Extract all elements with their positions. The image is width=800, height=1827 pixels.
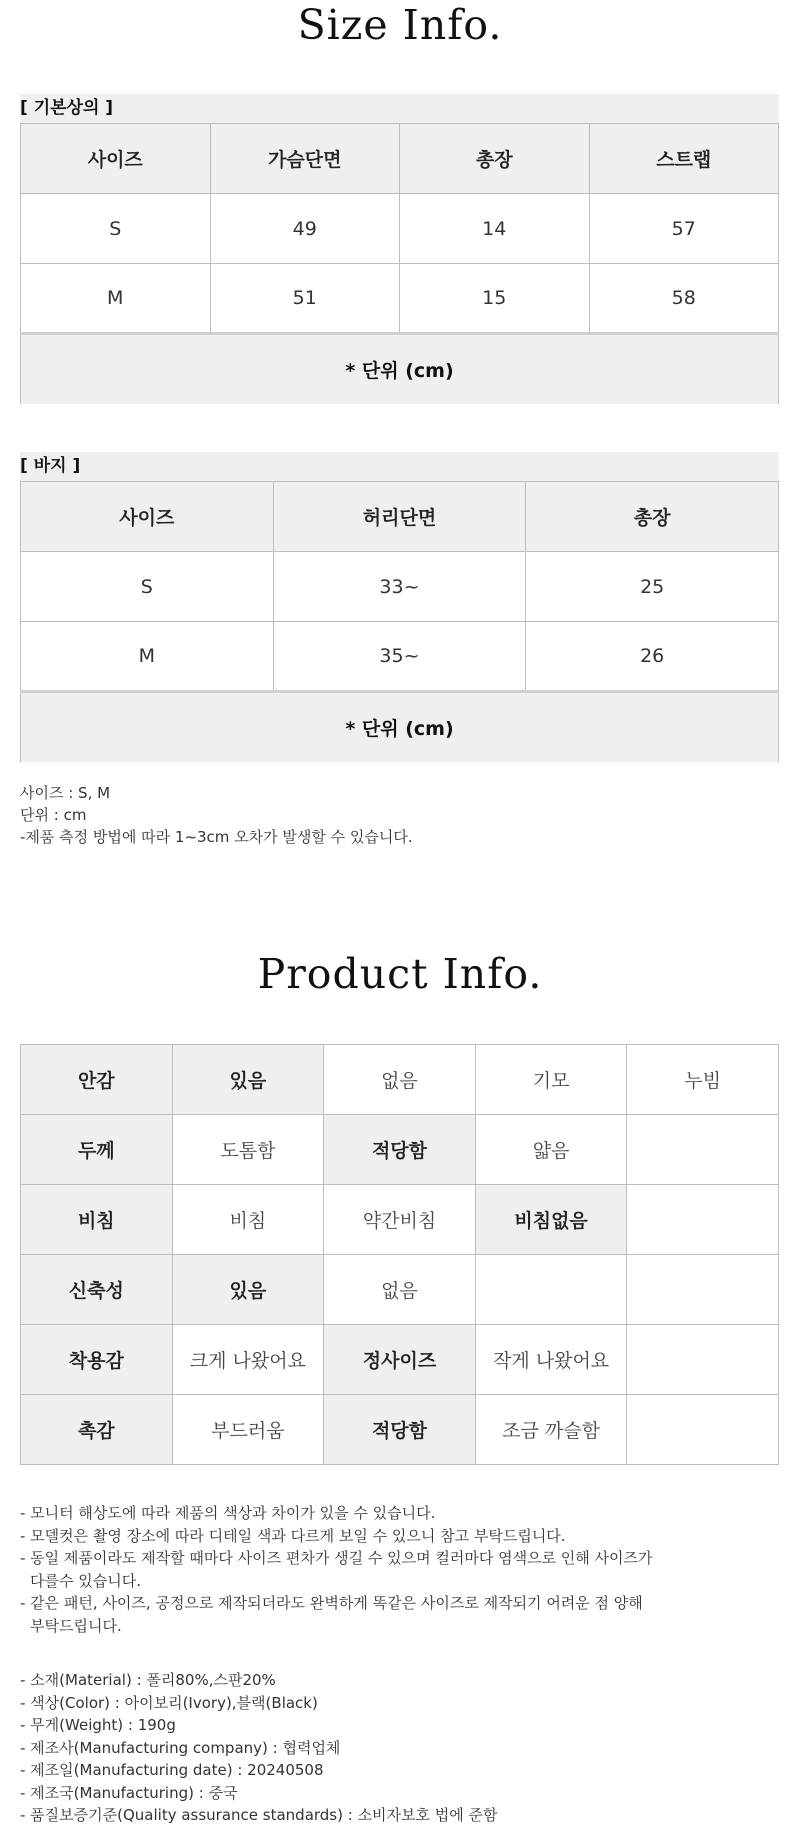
- pants-size-table: [20, 481, 779, 762]
- table-cell: M: [21, 264, 211, 334]
- header-cell: 허리단면: [273, 482, 526, 552]
- product-row: [21, 1045, 779, 1115]
- product-attribute-label: 신축성: [21, 1255, 173, 1325]
- product-option: 작게 나왔어요: [475, 1325, 627, 1395]
- header-cell: 가슴단면: [210, 124, 400, 194]
- note-line: -제품 측정 방법에 따라 1~3cm 오차가 발생할 수 있습니다.: [20, 828, 413, 846]
- note-line: 다를수 있습니다.: [30, 1571, 141, 1590]
- product-option: 얇음: [475, 1115, 627, 1185]
- spec-line: - 품질보증기준(Quality assurance standards) : 소비자보호 법에 준함: [20, 1806, 498, 1824]
- note-line: - 동일 제품이라도 제작할 때마다 사이즈 편차가 생길 수 있으며 컬러마다 염색으로 인해 사이즈가: [20, 1549, 653, 1567]
- spec-line: - 제조국(Manufacturing) : 중국: [20, 1783, 238, 1802]
- table-row: [21, 264, 779, 334]
- table-cell: M: [21, 622, 274, 692]
- product-option: 부드러움: [172, 1395, 324, 1465]
- table-cell: S: [21, 194, 211, 264]
- table-row: [21, 622, 779, 692]
- product-attribute-label: 안감: [21, 1045, 173, 1115]
- pants-size-section-label: [ 바지 ]: [20, 452, 779, 481]
- product-attribute-label: 촉감: [21, 1395, 173, 1465]
- product-option: 약간비침: [324, 1185, 476, 1255]
- product-option: 비침: [172, 1185, 324, 1255]
- note-line: 사이즈 : S, M: [20, 784, 111, 802]
- product-attribute-label: 착용감: [21, 1325, 173, 1395]
- product-option-selected: 정사이즈: [324, 1325, 476, 1395]
- product-option: [627, 1395, 779, 1465]
- spec-line: - 소재(Material) : 폴리80%,스판20%: [20, 1671, 276, 1689]
- product-row: [21, 1325, 779, 1395]
- product-attribute-label: 두께: [21, 1115, 173, 1185]
- product-option-selected: 있음: [172, 1045, 324, 1115]
- note-line: - 모델컷은 촬영 장소에 따라 디테일 색과 다르게 보일 수 있으니 참고 부탁드립니다.: [20, 1526, 566, 1545]
- top-size-section-label: [ 기본상의 ]: [20, 94, 779, 123]
- unit-note: * 단위 (cm): [21, 334, 779, 404]
- note-line: 부탁드립니다.: [30, 1616, 122, 1635]
- table-row: [21, 194, 779, 264]
- table-cell: 49: [210, 194, 400, 264]
- spec-notes: [20, 1669, 498, 1827]
- header-cell: 스트랩: [589, 124, 779, 194]
- table-cell: 57: [589, 194, 779, 264]
- table-cell: 15: [400, 264, 590, 334]
- product-notes: [20, 1502, 780, 1637]
- product-row: [21, 1185, 779, 1255]
- note-line: - 모니터 해상도에 따라 제품의 색상과 차이가 있을 수 있습니다.: [20, 1504, 436, 1522]
- table-header-row: [21, 482, 779, 552]
- product-option: 없음: [324, 1255, 476, 1325]
- product-option: 기모: [475, 1045, 627, 1115]
- product-option-selected: 적당함: [324, 1395, 476, 1465]
- spec-line: - 제조사(Manufacturing company) : 협력업체: [20, 1738, 341, 1757]
- unit-note: * 단위 (cm): [21, 692, 779, 762]
- product-option: [627, 1185, 779, 1255]
- header-cell: 사이즈: [21, 124, 211, 194]
- note-line: 단위 : cm: [20, 806, 87, 824]
- product-info-table: [20, 1044, 779, 1465]
- table-cell: 33~: [273, 552, 526, 622]
- table-header-row: [21, 124, 779, 194]
- product-row: [21, 1115, 779, 1185]
- header-cell: 총장: [526, 482, 779, 552]
- product-option: 누빔: [627, 1045, 779, 1115]
- unit-row: [21, 334, 779, 404]
- product-option: [475, 1255, 627, 1325]
- unit-row: [21, 692, 779, 762]
- size-info-title: Size Info.: [297, 1, 503, 49]
- table-cell: 26: [526, 622, 779, 692]
- table-cell: S: [21, 552, 274, 622]
- product-option-selected: 적당함: [324, 1115, 476, 1185]
- product-row: [21, 1255, 779, 1325]
- table-cell: 58: [589, 264, 779, 334]
- top-size-table: [20, 123, 779, 404]
- product-option-selected: 비침없음: [475, 1185, 627, 1255]
- product-option: [627, 1255, 779, 1325]
- spec-line: - 색상(Color) : 아이보리(Ivory),블랙(Black): [20, 1693, 318, 1712]
- spec-line: - 제조일(Manufacturing date) : 20240508: [20, 1761, 324, 1779]
- product-option: 없음: [324, 1045, 476, 1115]
- product-info-title: Product Info.: [257, 950, 543, 998]
- product-option: 도톰함: [172, 1115, 324, 1185]
- product-row: [21, 1395, 779, 1465]
- table-cell: 35~: [273, 622, 526, 692]
- table-cell: 25: [526, 552, 779, 622]
- product-option: 크게 나왔어요: [172, 1325, 324, 1395]
- header-cell: 사이즈: [21, 482, 274, 552]
- product-attribute-label: 비침: [21, 1185, 173, 1255]
- spec-line: - 무게(Weight) : 190g: [20, 1716, 176, 1734]
- table-cell: 51: [210, 264, 400, 334]
- note-line: - 같은 패턴, 사이즈, 공정으로 제작되더라도 완벽하게 똑같은 사이즈로 제작되기 어려운 점 양해: [20, 1594, 643, 1612]
- table-cell: 14: [400, 194, 590, 264]
- table-row: [21, 552, 779, 622]
- product-option: [627, 1115, 779, 1185]
- product-option-selected: 있음: [172, 1255, 324, 1325]
- size-notes: [20, 782, 413, 848]
- product-option: 조금 까슬함: [475, 1395, 627, 1465]
- product-option: [627, 1325, 779, 1395]
- header-cell: 총장: [400, 124, 590, 194]
